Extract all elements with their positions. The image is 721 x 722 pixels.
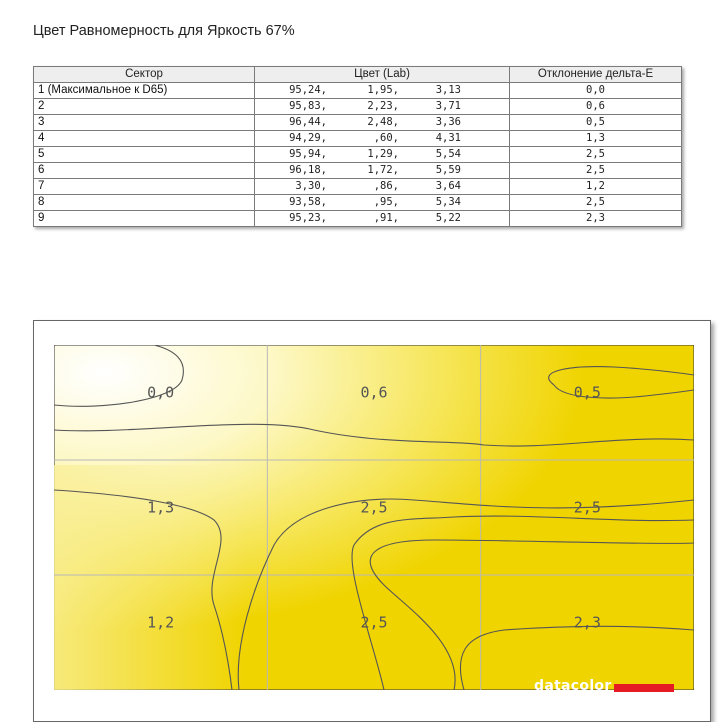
table-row bbox=[34, 115, 682, 131]
cell-color-lab bbox=[255, 131, 510, 147]
page-title: Цвет Равномерность для Яркость 67% bbox=[33, 23, 295, 39]
cell-sector: 1 (Максимальное к D65) bbox=[34, 83, 255, 99]
lab-b: 3,64 bbox=[435, 180, 461, 192]
cell-color-lab bbox=[255, 115, 510, 131]
lab-a: ,95, bbox=[373, 196, 399, 208]
cell-value-label: 0,5 bbox=[573, 383, 601, 402]
cell-color-lab bbox=[255, 211, 510, 227]
uniformity-table bbox=[33, 66, 682, 227]
lab-b: 3,71 bbox=[435, 100, 461, 112]
lab-a: ,60, bbox=[373, 132, 399, 144]
lab-l: 95,94, bbox=[289, 148, 327, 160]
lab-b: 3,13 bbox=[435, 84, 461, 96]
lab-a: 1,29, bbox=[367, 148, 399, 160]
cell-color-lab bbox=[255, 99, 510, 115]
table-row bbox=[34, 147, 682, 163]
cell-delta-e: 0,5 bbox=[510, 115, 682, 131]
lab-b: 4,31 bbox=[435, 132, 461, 144]
lab-a: 1,72, bbox=[367, 164, 399, 176]
cell-sector: 3 bbox=[34, 115, 255, 131]
uniformity-chart bbox=[33, 320, 711, 722]
cell-delta-e: 2,5 bbox=[510, 195, 682, 211]
lab-l: 96,18, bbox=[289, 164, 327, 176]
lab-b: 3,36 bbox=[435, 116, 461, 128]
cell-sector: 9 bbox=[34, 211, 255, 227]
lab-l: 95,23, bbox=[289, 212, 327, 224]
brand-red-bar bbox=[614, 684, 674, 692]
cell-value-label: 2,5 bbox=[573, 498, 601, 517]
datacolor-logo bbox=[534, 678, 674, 694]
cell-color-lab bbox=[255, 163, 510, 179]
table-row bbox=[34, 131, 682, 147]
uniformity-heatmap bbox=[54, 345, 694, 690]
cell-value-label: 1,2 bbox=[147, 613, 175, 632]
lab-b: 5,59 bbox=[435, 164, 461, 176]
lab-a: ,86, bbox=[373, 180, 399, 192]
lab-a: 1,95, bbox=[367, 84, 399, 96]
cell-value-label: 0,6 bbox=[360, 383, 388, 402]
table-row bbox=[34, 179, 682, 195]
cell-value-label: 2,3 bbox=[573, 613, 601, 632]
cell-color-lab bbox=[255, 195, 510, 211]
cell-color-lab bbox=[255, 179, 510, 195]
cell-value-label: 2,5 bbox=[360, 613, 388, 632]
cell-value-label: 2,5 bbox=[360, 498, 388, 517]
cell-value-label: 1,3 bbox=[147, 498, 175, 517]
cell-sector: 4 bbox=[34, 131, 255, 147]
cell-sector: 5 bbox=[34, 147, 255, 163]
lab-l: 95,24, bbox=[289, 84, 327, 96]
cell-sector: 8 bbox=[34, 195, 255, 211]
cell-value-label: 0,0 bbox=[147, 383, 175, 402]
cell-color-lab bbox=[255, 147, 510, 163]
table-header-row bbox=[34, 67, 682, 83]
cell-sector: 2 bbox=[34, 99, 255, 115]
table-row bbox=[34, 211, 682, 227]
table-row bbox=[34, 163, 682, 179]
lab-l: 3,30, bbox=[295, 180, 327, 192]
table-row bbox=[34, 99, 682, 115]
lab-l: 94,29, bbox=[289, 132, 327, 144]
lab-l: 96,44, bbox=[289, 116, 327, 128]
lab-a: 2,48, bbox=[367, 116, 399, 128]
cell-delta-e: 0,6 bbox=[510, 99, 682, 115]
cell-delta-e: 2,5 bbox=[510, 163, 682, 179]
cell-color-lab bbox=[255, 83, 510, 99]
lab-b: 5,34 bbox=[435, 196, 461, 208]
lab-a: 2,23, bbox=[367, 100, 399, 112]
table-row bbox=[34, 83, 682, 99]
cell-sector: 6 bbox=[34, 163, 255, 179]
cell-delta-e: 1,3 bbox=[510, 131, 682, 147]
header-color-lab: Цвет (Lab) bbox=[255, 67, 510, 83]
cell-delta-e: 0,0 bbox=[510, 83, 682, 99]
cell-delta-e: 1,2 bbox=[510, 179, 682, 195]
cell-delta-e: 2,3 bbox=[510, 211, 682, 227]
lab-l: 93,58, bbox=[289, 196, 327, 208]
cell-delta-e: 2,5 bbox=[510, 147, 682, 163]
cell-sector: 7 bbox=[34, 179, 255, 195]
lab-b: 5,54 bbox=[435, 148, 461, 160]
header-sector: Сектор bbox=[34, 67, 255, 83]
header-delta-e: Отклонение дельта-E bbox=[510, 67, 682, 83]
table-row bbox=[34, 195, 682, 211]
brand-text: datacolor bbox=[534, 678, 612, 694]
lab-l: 95,83, bbox=[289, 100, 327, 112]
lab-b: 5,22 bbox=[435, 212, 461, 224]
lab-a: ,91, bbox=[373, 212, 399, 224]
